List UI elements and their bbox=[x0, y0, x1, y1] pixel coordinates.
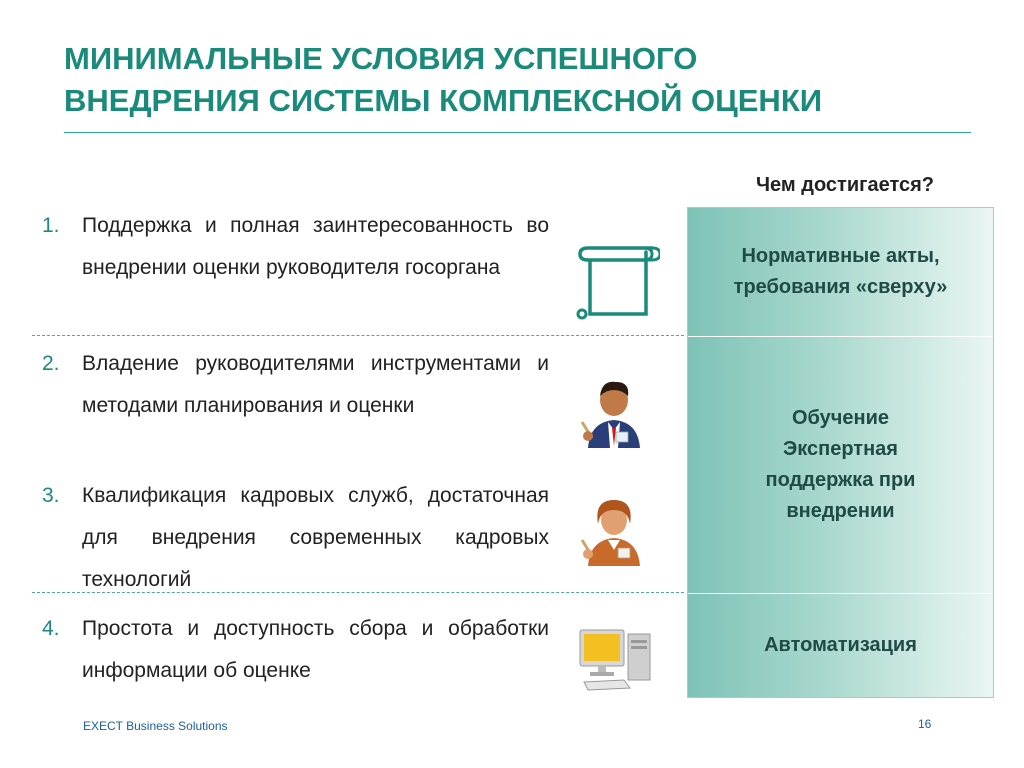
row-divider bbox=[32, 335, 684, 336]
item-number: 4. bbox=[42, 617, 60, 640]
cell-line: Обучение bbox=[791, 407, 889, 429]
footer-company: EXECT Business Solutions bbox=[83, 719, 228, 733]
slide-title bbox=[64, 38, 964, 122]
cell-line: Экспертная bbox=[783, 438, 898, 460]
page-number: 16 bbox=[918, 717, 932, 731]
cell-line: Нормативные акты, bbox=[741, 245, 940, 267]
computer-icon bbox=[576, 626, 662, 692]
scroll-icon bbox=[574, 240, 660, 324]
title-divider bbox=[64, 132, 971, 133]
means-panel bbox=[687, 207, 994, 698]
item-text: Поддержка и полная заинтересованность во внедрении оценки руководителя госоргана bbox=[82, 214, 549, 279]
item-text: Квалификация кадровых служб, достаточная для внедрения современных кадровых технологий bbox=[82, 484, 549, 591]
cell-line: Автоматизация bbox=[764, 634, 917, 656]
item-number: 1. bbox=[42, 214, 60, 237]
item-number: 2. bbox=[42, 352, 60, 375]
row-divider bbox=[32, 592, 684, 593]
item-number: 3. bbox=[42, 484, 60, 507]
side-header: Чем достигается? bbox=[756, 174, 934, 196]
item-text: Простота и доступность сбора и обработки информации об оценке bbox=[82, 617, 549, 682]
businessman-icon bbox=[578, 378, 650, 450]
title-line-1: МИНИМАЛЬНЫЕ УСЛОВИЯ УСПЕШНОГО bbox=[64, 41, 698, 76]
panel-cell-regulations bbox=[688, 208, 993, 336]
panel-cell-automation bbox=[688, 594, 993, 697]
businesswoman-icon bbox=[578, 494, 650, 568]
panel-cell-training bbox=[688, 337, 993, 593]
title-line-2: ВНЕДРЕНИЯ СИСТЕМЫ КОМПЛЕКСНОЙ ОЦЕНКИ bbox=[64, 83, 823, 118]
cell-line: поддержка при bbox=[765, 469, 916, 491]
item-text: Владение руководителями инструментами и методами планирования и оценки bbox=[82, 352, 549, 417]
cell-line: внедрении bbox=[786, 500, 895, 522]
cell-line: требования «сверху» bbox=[733, 276, 948, 298]
